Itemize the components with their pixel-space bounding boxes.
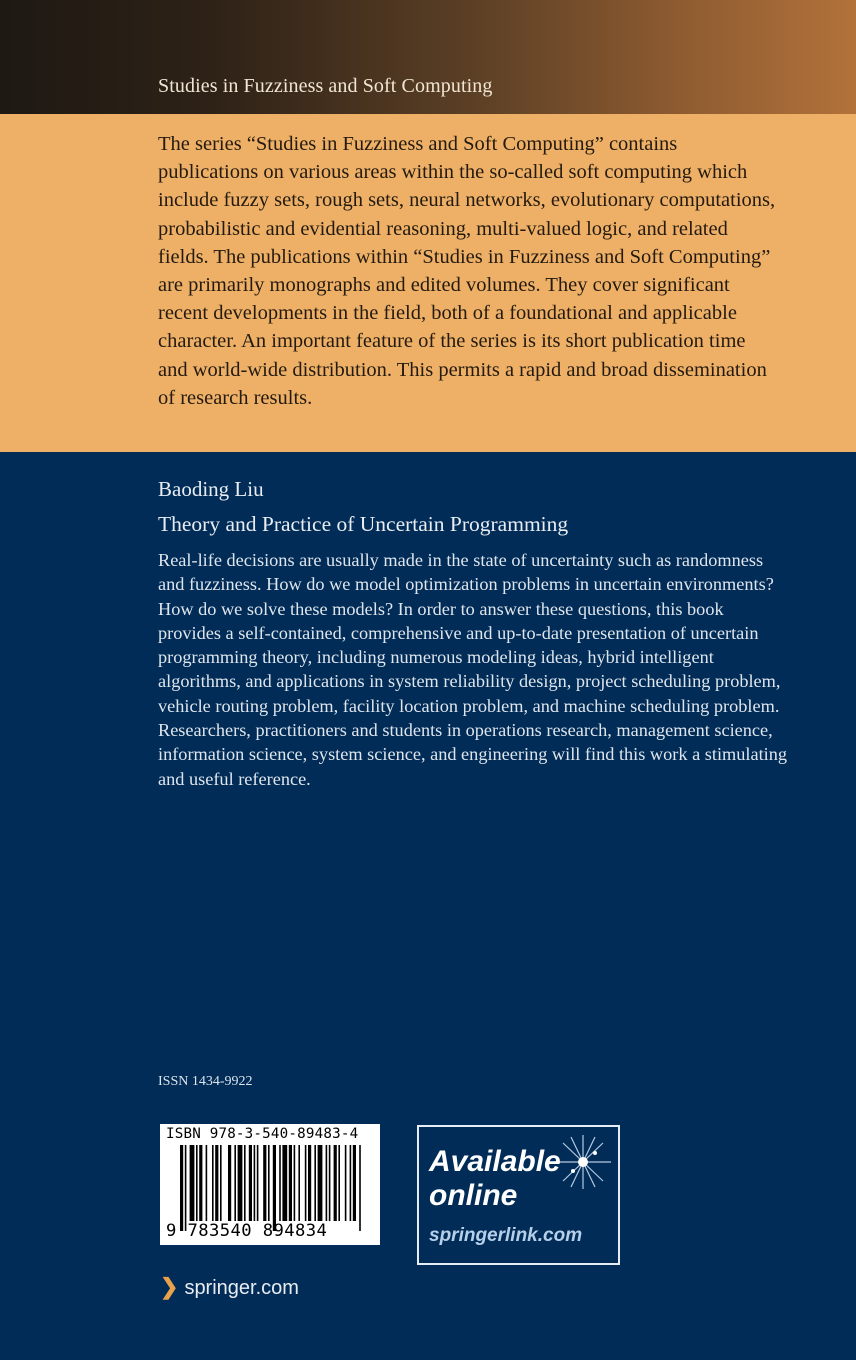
book-title: Theory and Practice of Uncertain Programming	[158, 512, 569, 536]
barcode-bar	[215, 1145, 218, 1221]
barcode-bar	[212, 1145, 214, 1221]
barcode-bar	[254, 1145, 256, 1221]
barcode-bar	[329, 1145, 331, 1221]
barcode-bar	[257, 1145, 259, 1221]
barcode-bar	[308, 1145, 311, 1221]
barcode-bar	[238, 1145, 243, 1221]
series-description: The series “Studies in Fuzziness and Soft Computing” contains publications on various areas within the so-called soft computing which include fuzzy sets, rough sets, neural networks, evolutionary computations, probabilistic and evidential reasoning, multi-valued logic, and related fields. The publications within “Studies in Fuzziness and Soft Computing” are primarily monographs and edited volumes. They cover significant recent developments in the field, both of a foundational and applicable character. An important feature of the series is its short publication time and world-wide distribution. This permits a rapid and broad dissemination of research results.	[158, 133, 776, 409]
barcode-bar	[314, 1145, 316, 1221]
series-header-band	[0, 0, 856, 114]
issn-label: ISSN 1434-9922	[158, 1074, 253, 1089]
barcode-bar	[282, 1145, 287, 1221]
barcode-bar	[318, 1145, 323, 1221]
barcode-bar	[249, 1145, 252, 1221]
barcode-bar	[305, 1145, 307, 1221]
barcode-bar	[294, 1145, 296, 1221]
barcode-bar	[350, 1145, 352, 1221]
barcode-bar	[334, 1145, 337, 1221]
barcode-bar	[326, 1145, 328, 1221]
barcode-bar	[353, 1145, 356, 1221]
barcode-bar	[359, 1145, 361, 1231]
barcode-bar	[298, 1145, 300, 1221]
barcode-bar	[234, 1145, 236, 1221]
barcode-bar	[268, 1145, 270, 1221]
barcode-bar	[180, 1145, 183, 1231]
barcode-bar	[228, 1145, 231, 1221]
springerlink-url[interactable]: springerlink.com	[429, 1225, 583, 1246]
isbn-text: ISBN 978-3-540-89483-4	[166, 1126, 359, 1142]
barcode-bar	[338, 1145, 340, 1221]
barcode-bar	[289, 1145, 292, 1221]
barcode-bar	[279, 1145, 281, 1221]
springer-website-link[interactable]	[160, 1274, 299, 1300]
barcode-bar	[185, 1145, 187, 1231]
barcode-bar	[273, 1145, 276, 1231]
ean-digits: 9 783540 894834	[166, 1221, 328, 1241]
available-online-badge[interactable]	[417, 1125, 620, 1265]
barcode-bar	[345, 1145, 347, 1221]
barcode-bar	[220, 1145, 222, 1221]
barcode-bar	[206, 1145, 208, 1221]
springer-link-text: springer.com	[184, 1277, 299, 1299]
barcode-bar	[190, 1145, 195, 1221]
barcode-bar	[263, 1145, 266, 1221]
book-author: Baoding Liu	[158, 477, 264, 501]
online-heading-line2: online	[429, 1179, 518, 1212]
barcode-bar	[196, 1145, 198, 1221]
chevron-right-icon: ❯	[160, 1274, 179, 1299]
barcode-bar	[244, 1145, 246, 1221]
series-title: Studies in Fuzziness and Soft Computing	[158, 75, 493, 97]
barcode-bar	[199, 1145, 202, 1221]
book-description: Real-life decisions are usually made in the state of uncertainty such as randomness and fuzziness. How do we model optimization problems in uncertain environments? How do we solve these models? In order to answer these questions, this book provides a self-contained, comprehensive and up-to-date presentation of uncertain programming theory, including numerous modeling ideas, hybrid intelligent algorithms, and applications in system reliability design, project scheduling problem, vehicle routing problem, facility location problem, and machine scheduling problem. Researchers, practitioners and students in operations research, management science, information science, system science, and engineering will find this work a stimulating and useful reference.	[158, 550, 788, 789]
online-heading-line1: Available	[429, 1145, 561, 1178]
isbn-barcode	[160, 1124, 380, 1245]
